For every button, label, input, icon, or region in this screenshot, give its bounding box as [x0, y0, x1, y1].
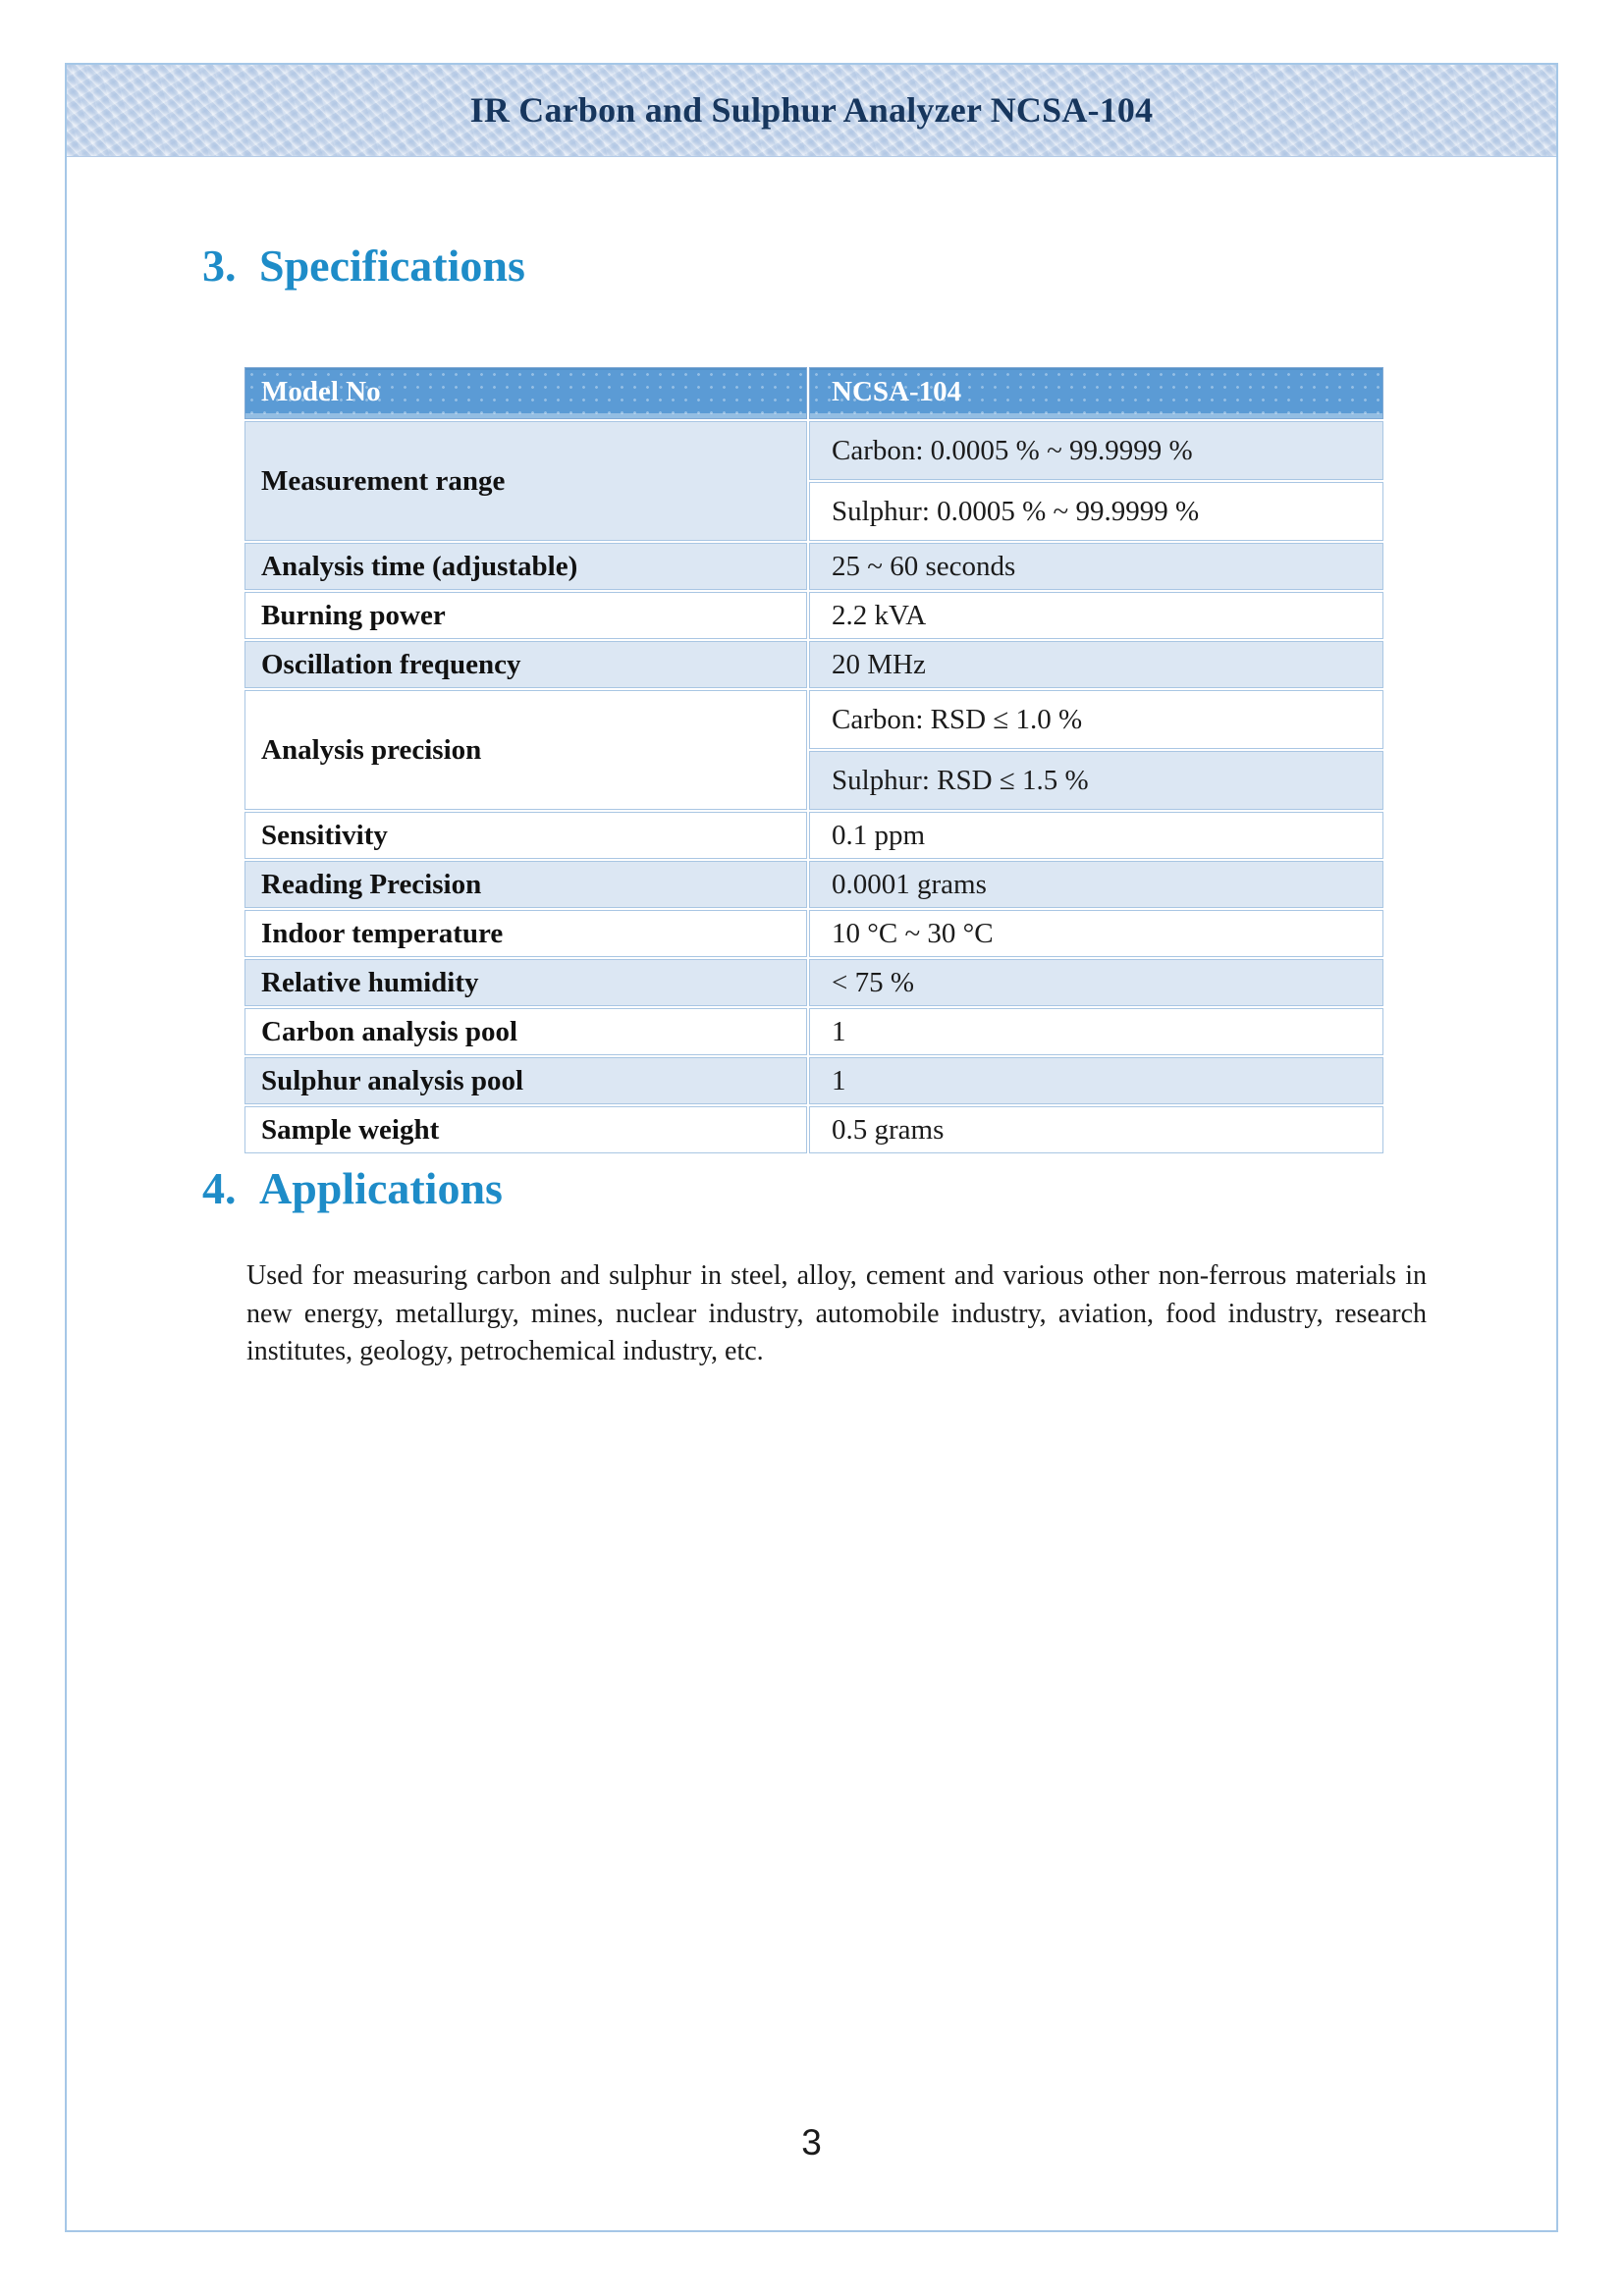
- table-row: [244, 1106, 1383, 1153]
- spec-value-cell: < 75 %: [809, 959, 1383, 1006]
- spec-label-cell: Carbon analysis pool: [244, 1008, 807, 1055]
- spec-label-cell: Analysis precision: [244, 690, 807, 810]
- model-value-header-cell: NCSA-104: [809, 367, 1383, 419]
- table-row: [244, 592, 1383, 639]
- table-row: [244, 1008, 1383, 1055]
- table-row: [244, 641, 1383, 688]
- spec-label-cell: Sample weight: [244, 1106, 807, 1153]
- table-row: [244, 959, 1383, 1006]
- page-frame: [65, 63, 1558, 2232]
- spec-value-cell: Carbon: 0.0005 % ~ 99.9999 %: [809, 421, 1383, 480]
- table-header-row: [244, 367, 1383, 419]
- section-title-specifications: Specifications: [259, 240, 525, 291]
- section-number-applications: 4.: [202, 1163, 237, 1213]
- header-banner: [67, 65, 1556, 157]
- section-title-applications: Applications: [259, 1163, 503, 1213]
- table-row: [244, 1057, 1383, 1104]
- model-no-header-cell: Model No: [244, 367, 807, 419]
- spec-label-cell: Oscillation frequency: [244, 641, 807, 688]
- spec-label-cell: Sulphur analysis pool: [244, 1057, 807, 1104]
- spec-value-cell: Carbon: RSD ≤ 1.0 %: [809, 690, 1383, 749]
- spec-label-cell: Relative humidity: [244, 959, 807, 1006]
- table-row: [244, 690, 1383, 749]
- table-row: [244, 861, 1383, 908]
- spec-value-cell: 1: [809, 1057, 1383, 1104]
- spec-label-cell: Reading Precision: [244, 861, 807, 908]
- spec-value-cell: Sulphur: RSD ≤ 1.5 %: [809, 751, 1383, 810]
- section-heading-applications: [202, 1162, 503, 1214]
- spec-value-cell: Sulphur: 0.0005 % ~ 99.9999 %: [809, 482, 1383, 541]
- spec-value-cell: 0.1 ppm: [809, 812, 1383, 859]
- applications-paragraph: Used for measuring carbon and sulphur in steel, alloy, cement and various other non-ferrous materials in new energy, metallurgy, mines, nuclear industry, automobile industry, aviation, food industry, research institutes, geology, petrochemical industry, etc.: [246, 1260, 1427, 1366]
- spec-value-cell: 0.5 grams: [809, 1106, 1383, 1153]
- spec-label-cell: Indoor temperature: [244, 910, 807, 957]
- page-number: 3: [801, 2122, 822, 2163]
- spec-value-cell: 0.0001 grams: [809, 861, 1383, 908]
- section-heading-specifications: [202, 240, 525, 292]
- spec-label-cell: Analysis time (adjustable): [244, 543, 807, 590]
- spec-label-cell: Burning power: [244, 592, 807, 639]
- table-row: [244, 543, 1383, 590]
- table-row: [244, 421, 1383, 480]
- table-row: [244, 910, 1383, 957]
- spec-value-cell: 2.2 kVA: [809, 592, 1383, 639]
- spec-label-cell: Sensitivity: [244, 812, 807, 859]
- spec-value-cell: 10 °C ~ 30 °C: [809, 910, 1383, 957]
- spec-value-cell: 20 MHz: [809, 641, 1383, 688]
- spec-value-cell: 25 ~ 60 seconds: [809, 543, 1383, 590]
- spec-label-cell: Measurement range: [244, 421, 807, 541]
- document-title: IR Carbon and Sulphur Analyzer NCSA-104: [469, 90, 1154, 130]
- section-number-specifications: 3.: [202, 240, 237, 291]
- spec-value-cell: 1: [809, 1008, 1383, 1055]
- table-row: [244, 812, 1383, 859]
- specifications-table: [243, 365, 1385, 1155]
